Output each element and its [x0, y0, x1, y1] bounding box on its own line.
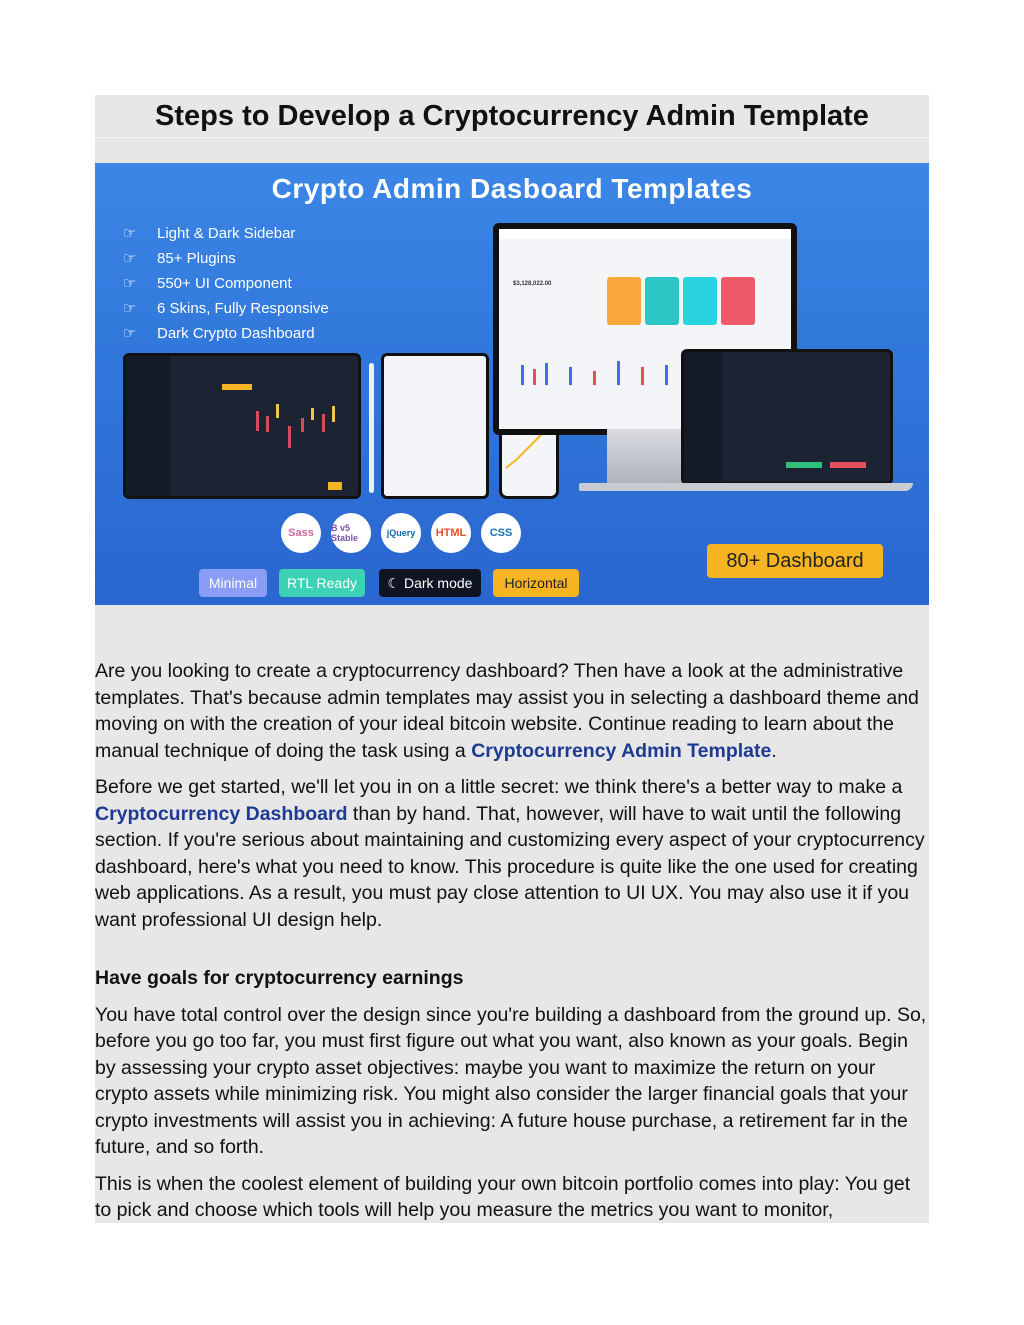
thumbs-up-icon: ☞: [123, 275, 137, 292]
stylus-graphic: [369, 363, 374, 493]
thumbs-up-icon: ☞: [123, 250, 137, 267]
dashboard-count-badge: 80+ Dashboard: [707, 544, 883, 578]
paragraph: Before we get started, we'll let you in on a little secret: we think there's a better way to make a Cryptocurrency Dashboard than by hand. That, however, will have to wait until the following section. If you're serious about maintaining and customizing every aspect of your cryptocurrency dashboard, here's what you need to know. This procedure is quite like the one used for creating web applications. As a result, you must pay close attention to UI UX. You may also use it if you want professional UI design help.: [95, 776, 925, 931]
crypto-admin-template-link[interactable]: Cryptocurrency Admin Template: [471, 739, 772, 762]
feature-item: ☞ 550+ UI Component: [123, 271, 329, 296]
section-heading: Have goals for cryptocurrency earnings: [95, 967, 464, 989]
thumbs-up-icon: ☞: [123, 225, 137, 242]
bootstrap-logo-icon: B v5 Stable: [331, 513, 371, 553]
feature-item: ☞ Light & Dark Sidebar: [123, 221, 329, 246]
moon-icon: ☾: [387, 575, 401, 591]
tablet-light-mockup: [381, 353, 489, 499]
sass-logo-icon: Sass: [281, 513, 321, 553]
feature-item: ☞ 85+ Plugins: [123, 246, 329, 271]
article-body: [95, 658, 929, 1223]
horizontal-badge: Horizontal: [493, 569, 579, 597]
paragraph: You have total control over the design since you're building a dashboard from the ground up. So, before you go too far, you must first figure out what you want, also known as your goals. Begin by assessing your crypto asset objectives: maybe you want to maximize the return on your crypto assets while minimizing risk. You might also consider the larger financial goals that your crypto investments will assist you in achieving: A future house purchase, a retirement far in the future, and so forth.: [95, 1003, 927, 1158]
candlestick-chart-graphic: [126, 356, 358, 496]
technology-logos: [281, 513, 521, 553]
feature-item: ☞ Dark Crypto Dashboard: [123, 321, 329, 346]
dark-mode-badge: ☾ Dark mode: [379, 569, 481, 597]
paragraph: Are you looking to create a cryptocurrency dashboard? Then have a look at the administrative templates. That's because admin templates may assist you in selecting a dashboard theme and moving on with the creation of your ideal bitcoin website. Continue reading to learn about the manual technique of doing the task using a Cryptocurrency Admin Template.: [95, 660, 919, 762]
laptop-dark-mockup: [681, 349, 893, 485]
paragraph: This is when the coolest element of building your own bitcoin portfolio comes into play: You get to pick and choose which tools will help you measure the metrics you want to monitor,: [95, 1172, 911, 1221]
css3-logo-icon: CSS: [481, 513, 521, 553]
thumbs-up-icon: ☞: [123, 300, 137, 317]
tablet-dark-mockup: [123, 353, 361, 499]
page-title: Steps to Develop a Cryptocurrency Admin Template: [95, 95, 929, 138]
jquery-logo-icon: jQuery: [381, 513, 421, 553]
feature-item: ☞ 6 Skins, Fully Responsive: [123, 296, 329, 321]
minimal-badge: Minimal: [199, 569, 267, 597]
promo-banner-image: [95, 163, 929, 605]
feature-list: [123, 221, 329, 346]
laptop-base: [659, 483, 913, 491]
document-page: [95, 95, 929, 1223]
html5-logo-icon: HTML: [431, 513, 471, 553]
balance-value: $3,128,022.00: [513, 281, 552, 287]
laptop-screen-graphic: [684, 352, 890, 482]
thumbs-up-icon: ☞: [123, 325, 137, 342]
crypto-dashboard-link[interactable]: Cryptocurrency Dashboard: [95, 802, 348, 825]
rtl-ready-badge: RTL Ready: [279, 569, 365, 597]
monitor-stand: [607, 429, 683, 485]
banner-title: Crypto Admin Dasboard Templates: [271, 173, 753, 204]
